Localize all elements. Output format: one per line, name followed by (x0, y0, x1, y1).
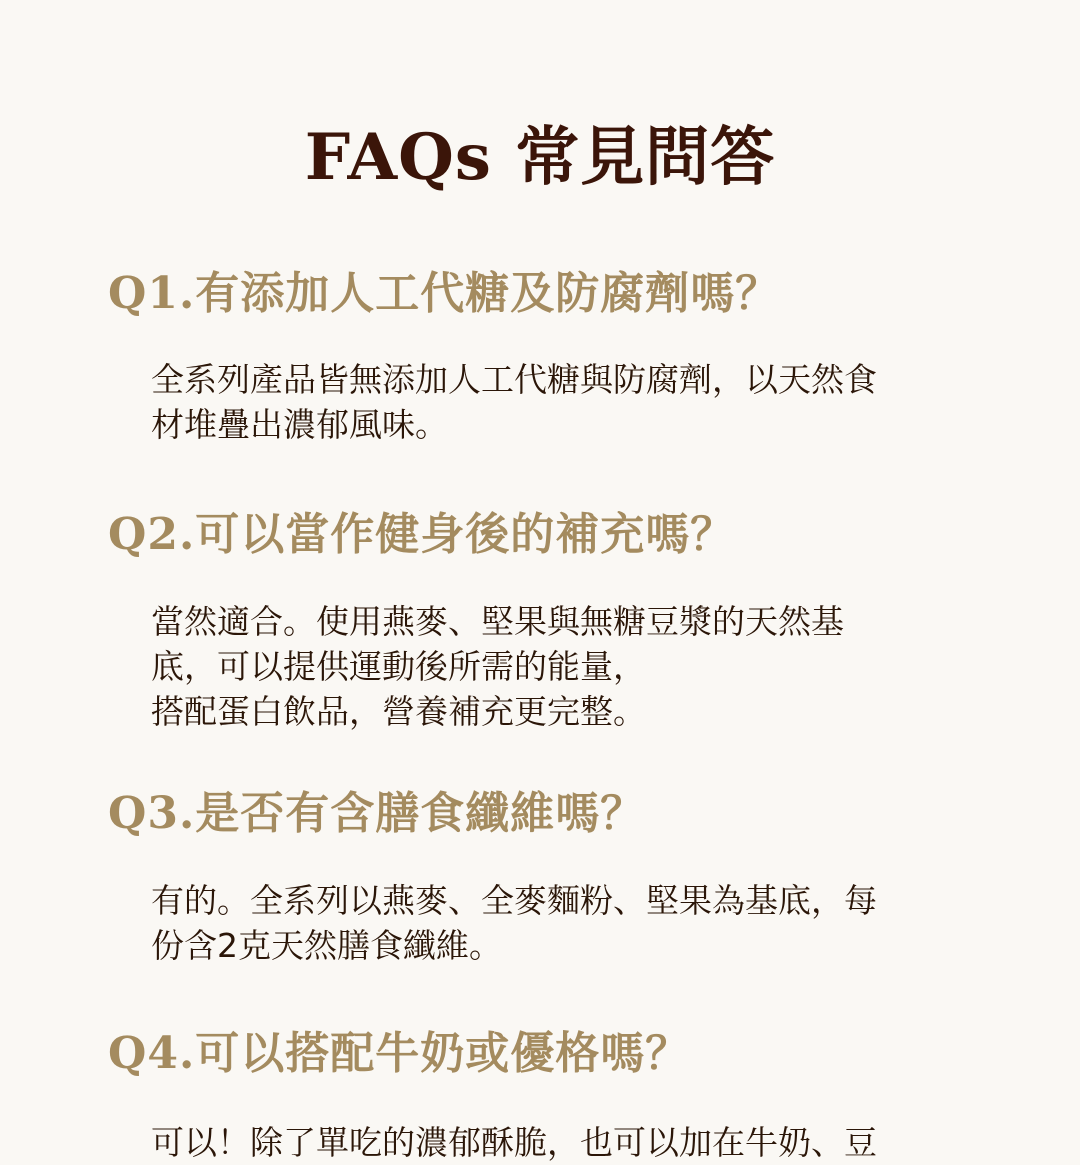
page-title: FAQs 常見問答 (304, 120, 776, 195)
faq-answer (151, 878, 951, 968)
faq-answer-line: 材堆疊出濃郁風味。 (151, 405, 448, 444)
faq-question: Q4.可以搭配牛奶或優格嗎？ (108, 1028, 691, 1079)
faq-answer-line: 可以！除了單吃的濃郁酥脆，也可以加在牛奶、豆 (151, 1123, 877, 1162)
faq-answer (151, 357, 951, 447)
faq-answer-line: 全系列產品皆無添加人工代糖與防腐劑，以天然食 (151, 360, 877, 399)
faq-question: Q2.可以當作健身後的補充嗎？ (108, 509, 736, 560)
faq-question: Q3.是否有含膳食纖維嗎？ (108, 788, 646, 839)
faq-answer-line: 有的。全系列以燕麥、全麥麵粉、堅果為基底，每 (151, 881, 877, 920)
faq-answer (151, 1120, 951, 1165)
faq-answer-line: 份含2克天然膳食纖維。 (151, 926, 502, 965)
faq-answer-line: 搭配蛋白飲品，營養補充更完整。 (151, 692, 646, 731)
faq-answer-line: 底，可以提供運動後所需的能量， (151, 647, 646, 686)
faq-answer-line: 當然適合。使用燕麥、堅果與無糖豆漿的天然基 (151, 602, 844, 641)
faq-question: Q1.有添加人工代糖及防腐劑嗎？ (108, 268, 781, 319)
faq-answer (151, 599, 951, 734)
